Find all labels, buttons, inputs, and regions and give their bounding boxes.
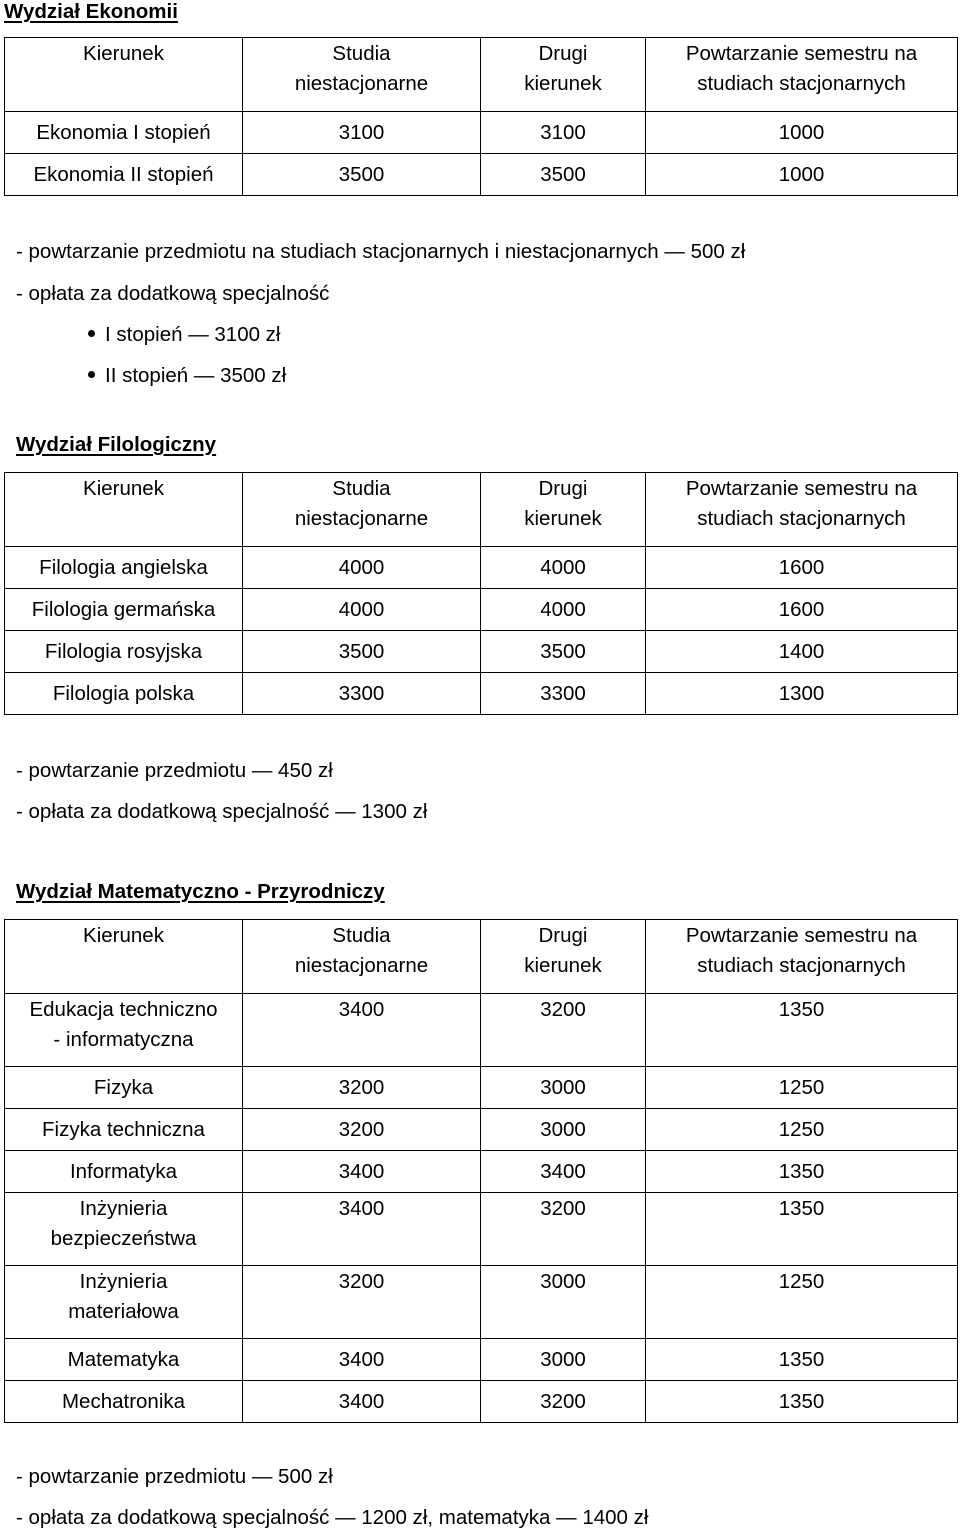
cell-kierunek: Fizyka — [5, 1067, 243, 1109]
bullet-item: II stopień — 3500 zł — [88, 361, 286, 391]
cell-studia: 4000 — [243, 547, 481, 589]
section-title-filologiczny: Wydział Filologiczny — [16, 433, 217, 456]
cell-kierunek: Ekonomia II stopień — [5, 154, 243, 196]
cell-drugi: 3400 — [481, 1151, 646, 1193]
header-studia: Studia niestacjonarne — [243, 473, 481, 547]
table-row — [5, 1193, 958, 1266]
cell-studia: 3400 — [243, 994, 481, 1067]
table-row — [5, 1151, 958, 1193]
fee-table-matematyczno — [4, 919, 958, 1423]
cell-kierunek: Inżynieria bezpieczeństwa — [5, 1193, 243, 1266]
cell-powtarzanie: 1350 — [646, 1381, 958, 1423]
table-row — [5, 112, 958, 154]
table-header-row — [5, 920, 958, 994]
table-row — [5, 589, 958, 631]
cell-kierunek: Fizyka techniczna — [5, 1109, 243, 1151]
cell-drugi: 4000 — [481, 589, 646, 631]
table-row — [5, 1266, 958, 1339]
cell-drugi: 3200 — [481, 1381, 646, 1423]
cell-kierunek: Filologia rosyjska — [5, 631, 243, 673]
header-drugi: Drugi kierunek — [481, 38, 646, 112]
cell-kierunek: Ekonomia I stopień — [5, 112, 243, 154]
header-drugi: Drugi kierunek — [481, 473, 646, 547]
cell-kierunek: Matematyka — [5, 1339, 243, 1381]
table-header-row — [5, 38, 958, 112]
cell-drugi: 3000 — [481, 1067, 646, 1109]
cell-drugi: 3000 — [481, 1266, 646, 1339]
cell-drugi: 3000 — [481, 1109, 646, 1151]
cell-powtarzanie: 1350 — [646, 1339, 958, 1381]
table-row — [5, 994, 958, 1067]
table-row — [5, 547, 958, 589]
section-title-matematyczno: Wydział Matematyczno - Przyrodniczy — [16, 880, 385, 903]
cell-studia: 3400 — [243, 1381, 481, 1423]
cell-powtarzanie: 1600 — [646, 589, 958, 631]
cell-studia: 3100 — [243, 112, 481, 154]
cell-drugi: 3200 — [481, 1193, 646, 1266]
cell-studia: 3200 — [243, 1109, 481, 1151]
cell-studia: 3500 — [243, 631, 481, 673]
note-specjalnosc-matematyczno: - opłata za dodatkową specjalność — 1200 zł, matematyka — 1400 zł — [16, 1506, 649, 1529]
table-row — [5, 154, 958, 196]
cell-kierunek: Inżynieria materiałowa — [5, 1266, 243, 1339]
cell-studia: 3400 — [243, 1339, 481, 1381]
cell-drugi: 3000 — [481, 1339, 646, 1381]
note-powtarzanie-filologiczny: - powtarzanie przedmiotu — 450 zł — [16, 759, 333, 782]
header-studia: Studia niestacjonarne — [243, 920, 481, 994]
table-row — [5, 1067, 958, 1109]
header-kierunek: Kierunek — [5, 473, 243, 547]
cell-powtarzanie: 1000 — [646, 112, 958, 154]
table-header-row — [5, 473, 958, 547]
cell-drugi: 4000 — [481, 547, 646, 589]
fee-table-ekonomia — [4, 37, 958, 196]
cell-studia: 3300 — [243, 673, 481, 715]
header-kierunek: Kierunek — [5, 920, 243, 994]
cell-studia: 3500 — [243, 154, 481, 196]
header-powtarzanie: Powtarzanie semestru na studiach stacjonarnych — [646, 38, 958, 112]
fee-table-filologiczny — [4, 472, 958, 715]
cell-powtarzanie: 1400 — [646, 631, 958, 673]
table-row — [5, 1109, 958, 1151]
cell-studia: 4000 — [243, 589, 481, 631]
table-row — [5, 1339, 958, 1381]
header-powtarzanie: Powtarzanie semestru na studiach stacjonarnych — [646, 920, 958, 994]
bullet-item: I stopień — 3100 zł — [88, 320, 281, 350]
cell-drugi: 3500 — [481, 154, 646, 196]
cell-studia: 3200 — [243, 1266, 481, 1339]
note-specjalnosc-ekonomia: - opłata za dodatkową specjalność — [16, 282, 330, 305]
cell-powtarzanie: 1350 — [646, 1151, 958, 1193]
cell-drugi: 3200 — [481, 994, 646, 1067]
cell-powtarzanie: 1000 — [646, 154, 958, 196]
header-studia: Studia niestacjonarne — [243, 38, 481, 112]
cell-powtarzanie: 1600 — [646, 547, 958, 589]
header-kierunek: Kierunek — [5, 38, 243, 112]
cell-kierunek: Informatyka — [5, 1151, 243, 1193]
cell-powtarzanie: 1250 — [646, 1067, 958, 1109]
cell-powtarzanie: 1250 — [646, 1109, 958, 1151]
table-row — [5, 1381, 958, 1423]
bullet-icon — [88, 330, 95, 337]
note-powtarzanie-matematyczno: - powtarzanie przedmiotu — 500 zł — [16, 1465, 333, 1488]
cell-studia: 3200 — [243, 1067, 481, 1109]
cell-powtarzanie: 1350 — [646, 1193, 958, 1266]
cell-powtarzanie: 1300 — [646, 673, 958, 715]
cell-kierunek: Mechatronika — [5, 1381, 243, 1423]
bullet-icon — [88, 371, 95, 378]
section-title-ekonomia: Wydział Ekonomii — [4, 0, 178, 23]
table-row — [5, 631, 958, 673]
cell-studia: 3400 — [243, 1193, 481, 1266]
cell-powtarzanie: 1250 — [646, 1266, 958, 1339]
cell-drugi: 3300 — [481, 673, 646, 715]
cell-kierunek: Edukacja techniczno - informatyczna — [5, 994, 243, 1067]
note-specjalnosc-filologiczny: - opłata za dodatkową specjalność — 1300 zł — [16, 800, 428, 823]
header-drugi: Drugi kierunek — [481, 920, 646, 994]
cell-drugi: 3500 — [481, 631, 646, 673]
cell-kierunek: Filologia angielska — [5, 547, 243, 589]
note-powtarzanie-ekonomia: - powtarzanie przedmiotu na studiach stacjonarnych i niestacjonarnych — 500 zł — [16, 240, 746, 263]
cell-drugi: 3100 — [481, 112, 646, 154]
cell-powtarzanie: 1350 — [646, 994, 958, 1067]
table-row — [5, 673, 958, 715]
header-powtarzanie: Powtarzanie semestru na studiach stacjonarnych — [646, 473, 958, 547]
cell-studia: 3400 — [243, 1151, 481, 1193]
cell-kierunek: Filologia germańska — [5, 589, 243, 631]
cell-kierunek: Filologia polska — [5, 673, 243, 715]
